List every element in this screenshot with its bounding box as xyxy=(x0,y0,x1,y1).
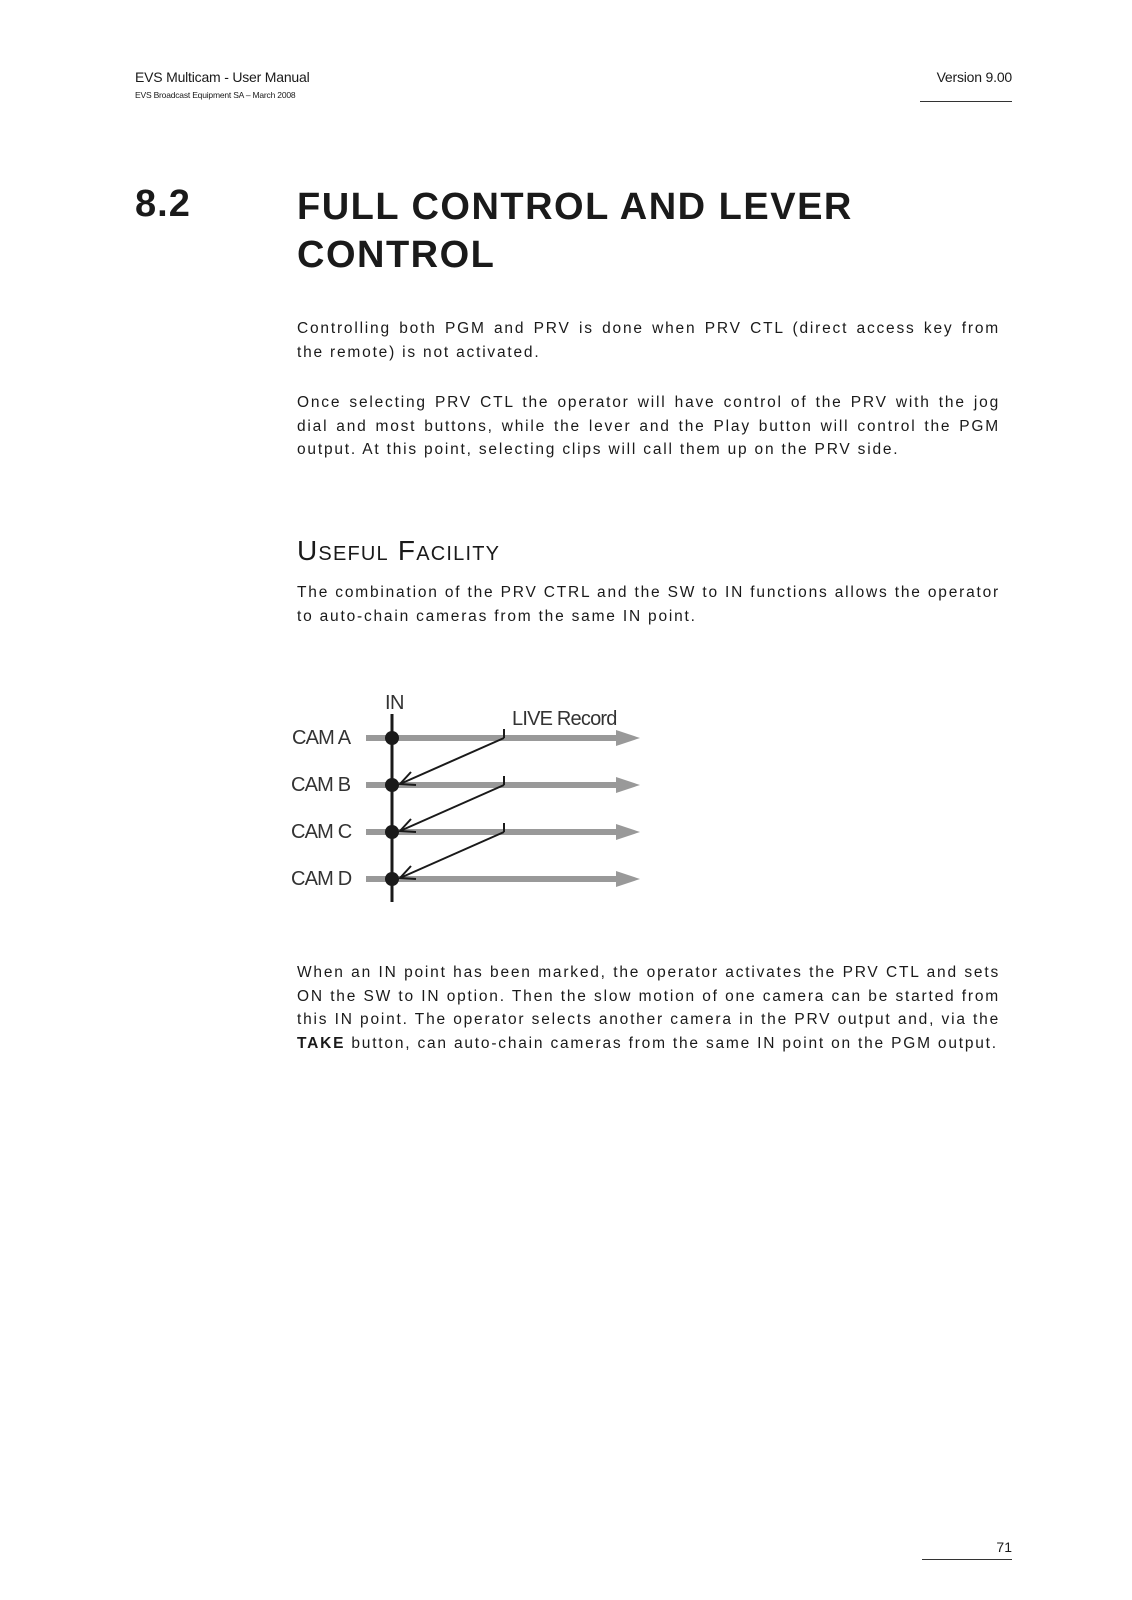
in-marker-cam-b xyxy=(385,778,399,792)
subsection-initial-1: U xyxy=(297,535,319,566)
header-version: Version 9.00 xyxy=(936,69,1012,85)
footer-divider xyxy=(922,1559,1012,1560)
paragraph-3: The combination of the PRV CTRL and the SW to IN functions allows the operator to auto-chain cameras from the same IN point. xyxy=(297,584,1000,625)
header-divider xyxy=(920,101,1012,102)
subsection-title xyxy=(297,535,500,567)
paragraph-4 xyxy=(297,961,1000,1055)
in-label: IN xyxy=(385,694,404,714)
chain-arrow-b-to-c xyxy=(400,785,504,831)
subsection-initial-2: F xyxy=(397,535,417,566)
auto-chain-diagram xyxy=(290,694,660,914)
subsection-rest-1: SEFUL xyxy=(318,543,389,565)
cam-b-label: CAM B xyxy=(291,774,351,796)
cam-c-label: CAM C xyxy=(291,821,352,843)
in-marker-cam-a xyxy=(385,731,399,745)
in-marker-cam-c xyxy=(385,825,399,839)
paragraph-1: Controlling both PGM and PRV is done when PRV CTL (direct access key from the remote) is not activated. xyxy=(297,320,1000,361)
in-marker-cam-d xyxy=(385,872,399,886)
chain-arrows xyxy=(400,729,504,879)
live-record-label: LIVE Record xyxy=(512,708,617,730)
subsection-rest-2: ACILITY xyxy=(416,543,501,565)
take-button-term: TAKE xyxy=(297,1034,346,1052)
track-arrow-cam-a xyxy=(616,730,640,746)
track-arrow-cam-b xyxy=(616,777,640,793)
paragraph-4-end: button, can auto-chain cameras from the same IN point on the PGM output. xyxy=(345,1034,998,1052)
section-number: 8.2 xyxy=(135,183,191,225)
header-title: EVS Multicam - User Manual xyxy=(135,69,310,85)
chain-arrow-a-to-b xyxy=(400,738,504,784)
track-arrow-cam-c xyxy=(616,824,640,840)
track-arrow-cam-d xyxy=(616,871,640,887)
paragraph-4-start: When an IN point has been marked, the operator activates the PRV CTL and sets ON the SW to IN option. Then the slow motion of one camera can be started from this IN point. The operator selects another camera in the PRV output and, via the xyxy=(297,964,1000,1028)
page-number: 71 xyxy=(996,1539,1012,1555)
chain-arrow-c-to-d xyxy=(400,832,504,878)
header-subtitle: EVS Broadcast Equipment SA – March 2008 xyxy=(135,90,296,100)
camera-tracks xyxy=(366,730,640,887)
paragraph-2: Once selecting PRV CTL the operator will have control of the PRV with the jog dial and most buttons, while the lever and the Play button will control the PGM output. At this point, selecting clips will call them up on the PRV side. xyxy=(297,394,1000,458)
cam-a-label: CAM A xyxy=(292,727,351,749)
section-title: FULL CONTROL AND LEVER CONTROL xyxy=(297,186,853,276)
cam-d-label: CAM D xyxy=(291,868,352,890)
